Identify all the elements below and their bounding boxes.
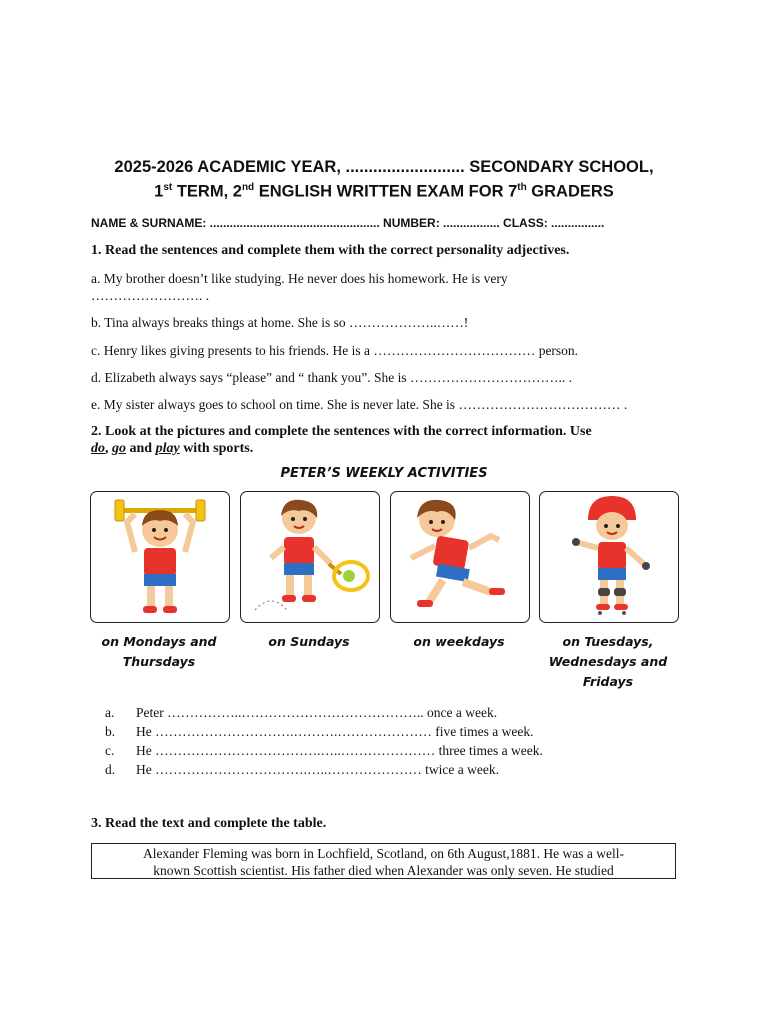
q2-item-b: b. He ………………………….……….………………… five times a week.: [105, 724, 534, 739]
q2-item-a: a. Peter ……………..………………………………….. once a week.: [105, 705, 498, 720]
caption-tennis: on Sundays: [268, 634, 350, 649]
student-info-row: NAME & SURNAME: ................................................... NUMBER: ................. CLASS: ................: [91, 216, 605, 230]
caption-weightlifting: on Mondays and Thursdays: [101, 634, 217, 669]
boy-skating-illustration: [540, 492, 678, 622]
q2-item-d: d. He …………………………….…..………………… twice a week.: [105, 762, 499, 777]
reading-text-line2: known Scottish scientist. His father died when Alexander was only seven. He studied: [153, 863, 614, 878]
word-do: do: [91, 441, 105, 456]
picture-running: [390, 491, 530, 623]
q1-item-d: d. Elizabeth always says “please” and “ thank you”. She is …………………………….. .: [91, 370, 573, 385]
caption-running: on weekdays: [413, 634, 505, 649]
q1-instruction: 1. Read the sentences and complete them with the correct personality adjectives.: [91, 243, 570, 258]
q1-item-a: a. My brother doesn’t like studying. He never does his homework. He is very: [91, 271, 508, 286]
q1-item-e: e. My sister always goes to school on time. She is never late. She is ……………………………… .: [91, 397, 628, 412]
boy-running-illustration: [391, 492, 529, 622]
q1-item-c: c. Henry likes giving presents to his friends. He is a ……………………………… person.: [91, 343, 579, 358]
word-play: play: [155, 441, 180, 456]
q2-item-c: c. He ……………………………….…..………………… three times a week.: [105, 743, 543, 758]
exam-title-line2: 1st TERM, 2nd ENGLISH WRITTEN EXAM FOR 7th GRADERS: [154, 182, 614, 201]
boy-tennis-illustration: [241, 492, 379, 622]
reading-text-line1: Alexander Fleming was born in Lochfield, Scotland, on 6th August,1881. He was a well-: [142, 846, 625, 861]
picture-skating: [539, 491, 679, 623]
picture-weightlifting: [90, 491, 230, 623]
q2-instruction-line1: 2. Look at the pictures and complete the sentences with the correct information. Use: [91, 424, 592, 439]
exam-title-line1: 2025-2026 ACADEMIC YEAR, .......................... SECONDARY SCHOOL,: [114, 158, 654, 176]
q3-instruction: 3. Read the text and complete the table.: [91, 816, 327, 831]
boy-weightlifting-illustration: [91, 492, 229, 622]
q2-instruction-line2: do, go and play with sports.: [91, 441, 254, 456]
caption-skating: on Tuesdays, Wednesdays and Fridays: [548, 634, 668, 689]
q1-item-b: b. Tina always breaks things at home. She is so ………………..……!: [91, 315, 469, 330]
activities-banner: PETER’S WEEKLY ACTIVITIES: [280, 466, 488, 481]
reading-text-box: [91, 843, 676, 879]
picture-tennis: [240, 491, 380, 623]
q1-item-a-blank: ……………………. .: [91, 288, 210, 303]
word-go: go: [112, 441, 126, 456]
